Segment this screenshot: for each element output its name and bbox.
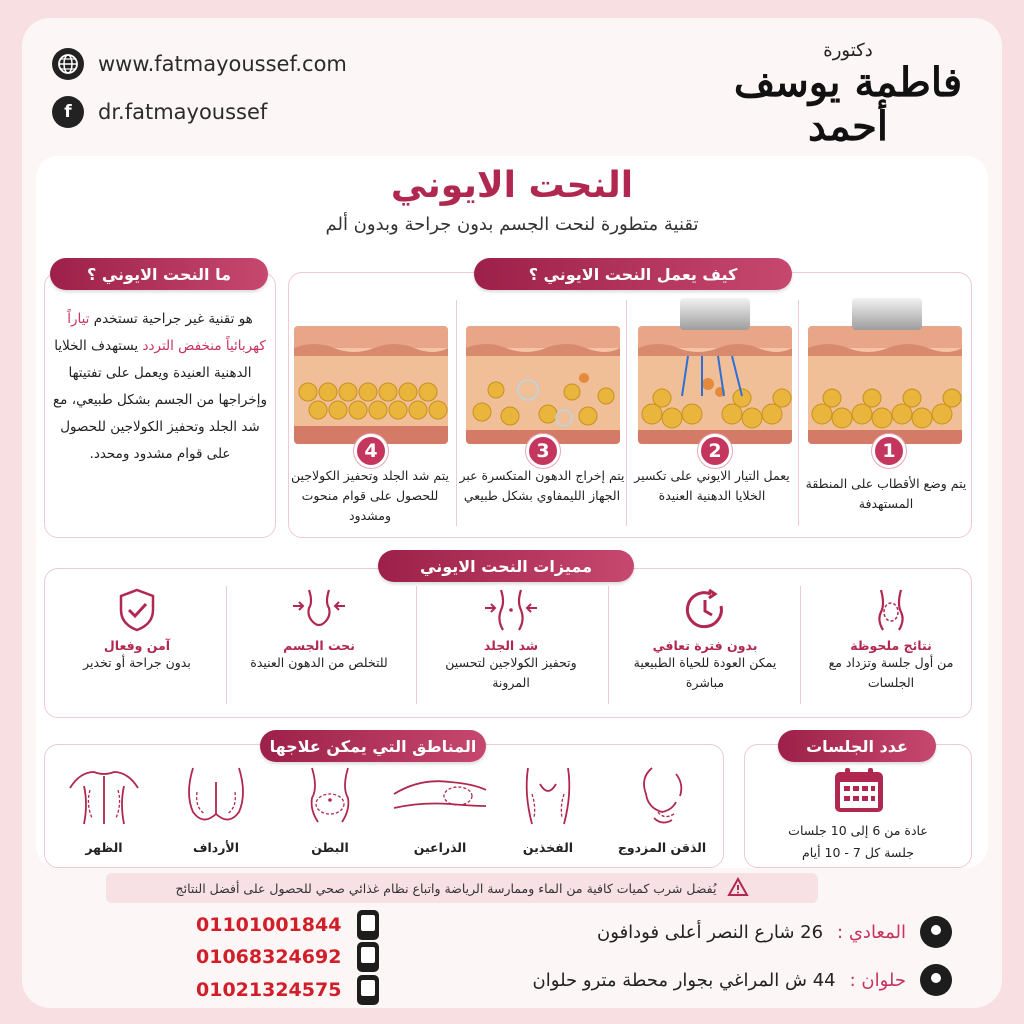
feature-text: بدون جراحة أو تخدير (83, 655, 191, 670)
electrode-device (680, 298, 750, 330)
phone-row[interactable] (196, 910, 379, 940)
area-item (54, 764, 154, 834)
location-pin-icon (920, 964, 952, 996)
logo-name: فاطمة يوسف أحمد (733, 59, 963, 150)
sessions-heading: عدد الجلسات (778, 730, 936, 762)
arms-icon (390, 764, 490, 830)
sessions-text (748, 820, 968, 864)
shield-check-icon (113, 586, 161, 634)
step-divider (798, 300, 799, 526)
what-heading: ما النحت الايوني ؟ (50, 258, 268, 290)
back-icon (66, 764, 142, 830)
chin-icon (632, 764, 692, 830)
feature-text: يمكن العودة للحياة الطبيعية مباشرة (633, 655, 777, 690)
step-number: 2 (698, 434, 732, 468)
electrode-device (852, 298, 922, 330)
step-number: 4 (354, 434, 388, 468)
feature-text: من أول جلسة وتزداد مع الجلسات (828, 655, 954, 690)
skin-illustration-step-2 (638, 326, 792, 444)
globe-icon (52, 48, 84, 80)
body-outline-icon (867, 586, 915, 634)
phone-icon (357, 942, 379, 972)
address-row (597, 916, 952, 948)
sessions-line-2: جلسة كل 7 - 10 أيام (802, 845, 914, 860)
feature-divider (800, 586, 801, 704)
what-text-1: هو تقنية غير جراحية تستخدم (93, 311, 253, 327)
facebook-link[interactable]: dr.fatmayoussef (98, 100, 268, 124)
what-text-2: يستهدف الخلايا الدهنية العنيدة ويعمل على تفتيتها وإخراجها من الجسم بشكل طبيعي، مع شد الجلد وتحفيز الكولاجين للحصول على قوام مشدود ومحدد. (53, 338, 267, 462)
feature-item (244, 586, 394, 673)
feature-item (436, 586, 586, 693)
sessions-line-1: عادة من 6 إلى 10 جلسات (788, 823, 928, 838)
address-text: 26 شارع النصر أعلى فودافون (597, 921, 824, 943)
what-description (52, 306, 268, 468)
warning-banner (106, 873, 818, 903)
phone-icon (357, 975, 379, 1005)
feature-text: للتخلص من الدهون العنيدة (250, 655, 388, 670)
phone-number[interactable]: 01021324575 (196, 979, 342, 1001)
step-text: يتم شد الجلد وتحفيز الكولاجين للحصول على قوام منحوت ومشدود (291, 468, 449, 523)
warning-text: يُفضل شرب كميات كافية من الماء وممارسة الرياضة واتباع نظام غذائي صحي للحصول على أفضل النتائج (175, 880, 717, 896)
feature-divider (416, 586, 417, 704)
step-text: يتم إخراج الدهون المتكسرة عبر الجهاز الليمفاوي بشكل طبيعي (459, 468, 625, 503)
skin-illustration-step-1 (808, 326, 962, 444)
logo-title: دكتورة (823, 40, 873, 61)
step-divider (626, 300, 627, 526)
feature-title: نحت الجسم (283, 638, 355, 653)
warning-icon (727, 877, 749, 900)
how-heading: كيف يعمل النحت الايوني ؟ (474, 258, 792, 290)
phone-row[interactable] (196, 942, 379, 972)
website-row[interactable] (52, 48, 347, 80)
phone-icon (357, 910, 379, 940)
step-divider (456, 300, 457, 526)
area-item (498, 764, 598, 834)
area-item (280, 764, 380, 834)
step-text: يتم وضع الأقطاب على المنطقة المستهدفة (805, 476, 967, 511)
feature-divider (226, 586, 227, 704)
buttocks-icon (181, 764, 251, 830)
area-label: الأرداف (192, 840, 239, 855)
calendar-icon (832, 766, 886, 818)
belly-icon (300, 764, 360, 830)
clock-icon (681, 586, 729, 634)
step-number: 1 (872, 434, 906, 468)
skin-illustration-step-3 (466, 326, 620, 444)
feature-item (816, 586, 966, 693)
address-row (533, 964, 952, 996)
page-subtitle: تقنية متطورة لنحت الجسم بدون جراحة وبدون ألم (325, 214, 699, 235)
feature-title: نتائج ملحوظة (850, 638, 932, 653)
area-label: الفخذين (522, 840, 574, 855)
step-number: 3 (526, 434, 560, 468)
thighs-icon (518, 764, 578, 830)
phone-number[interactable]: 01068324692 (196, 946, 342, 968)
phone-row[interactable] (196, 975, 379, 1005)
waist-slim-icon (291, 586, 347, 634)
feature-item (630, 586, 780, 693)
feature-divider (608, 586, 609, 704)
feature-text: وتحفيز الكولاجين لتحسين المرونة (445, 655, 577, 690)
skin-illustration-step-4 (294, 326, 448, 444)
feature-title: شد الجلد (483, 638, 539, 653)
area-item (166, 764, 266, 834)
area-label: الذقن المزدوج (617, 840, 707, 855)
step-text: يعمل التيار الايوني على تكسير الخلايا الدهنية العنيدة (634, 468, 790, 503)
page-title: النحت الايوني (390, 165, 634, 206)
area-item (390, 764, 490, 834)
feature-title: آمن وفعال (103, 638, 171, 653)
location-pin-icon (920, 916, 952, 948)
address-city: حلوان : (849, 969, 906, 991)
facebook-row[interactable] (52, 96, 267, 128)
areas-heading: المناطق التي يمكن علاجها (260, 730, 486, 762)
feature-title: بدون فترة تعافي (652, 638, 758, 653)
area-item (612, 764, 712, 834)
what-text-highlight: تياراً كهربائياً منخفض التردد (67, 311, 266, 354)
area-label: البطن (311, 840, 349, 855)
waist-tighten-icon (483, 586, 539, 634)
logo (728, 40, 968, 149)
website-link[interactable]: www.fatmayoussef.com (98, 52, 347, 76)
feature-item (62, 586, 212, 673)
phone-number[interactable]: 01101001844 (196, 914, 342, 936)
address-city: المعادي : (837, 921, 906, 943)
features-heading: مميزات النحت الايوني (378, 550, 634, 582)
area-label: الظهر (85, 840, 123, 855)
address-text: 44 ش المراغي بجوار محطة مترو حلوان (532, 969, 836, 991)
facebook-icon: f (52, 96, 84, 128)
area-label: الذراعين (413, 840, 467, 855)
